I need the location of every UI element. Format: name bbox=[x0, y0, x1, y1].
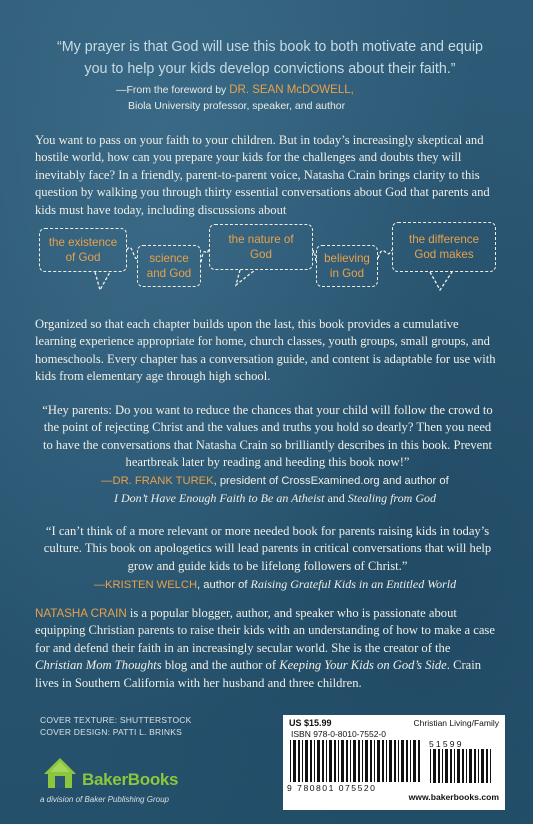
cover-design-credit: COVER DESIGN: PATTI L. BRINKS bbox=[40, 727, 182, 737]
turek-book-1: I Don’t Have Enough Faith to Be an Atheist bbox=[114, 491, 325, 505]
turek-name: —DR. FRANK TUREK bbox=[101, 475, 214, 487]
welch-book: Raising Grateful Kids in an Entitled World bbox=[250, 577, 457, 591]
barcode-bar bbox=[305, 740, 308, 782]
ean-number: 9 780801 075520 bbox=[287, 783, 377, 793]
cover-texture-credit: COVER TEXTURE: SHUTTERSTOCK bbox=[40, 715, 192, 725]
barcode-bar bbox=[406, 740, 408, 782]
category-label: Christian Living/Family bbox=[413, 718, 499, 728]
topic-label: the difference God makes bbox=[408, 233, 480, 261]
bubble-link-4 bbox=[378, 250, 392, 258]
barcode-bar bbox=[338, 740, 339, 782]
turek-desc: , president of CrossExamined.org and author of bbox=[213, 475, 449, 487]
foreword-author-role: Biola University professor, speaker, and author bbox=[128, 100, 346, 112]
author-bio bbox=[35, 605, 498, 692]
bio-book-title: Keeping Your Kids on God’s Side bbox=[279, 658, 447, 673]
bio-author-name: NATASHA CRAIN bbox=[35, 607, 127, 620]
barcode-bar bbox=[290, 740, 291, 782]
barcode-bar bbox=[365, 740, 368, 782]
bio-text: is a popular blogger, author, and speaker who is passionate about equipping Christian parents to raise their kids with an understanding of how to make a case for and defend their faith in an increasingly secular world. She is the creator of the bbox=[35, 606, 495, 655]
barcode-bar bbox=[314, 740, 315, 782]
barcode-bar bbox=[454, 749, 455, 783]
publisher-division: a division of Baker Publishing Group bbox=[40, 795, 169, 804]
turek-attribution bbox=[60, 472, 490, 507]
bio-text: . Crain lives in Southern California with her husband and three children. bbox=[35, 658, 482, 690]
barcode-bar bbox=[374, 740, 375, 782]
topic-label: science and God bbox=[146, 252, 192, 280]
barcode-bar bbox=[329, 740, 332, 782]
turek-book-2: Stealing from God bbox=[347, 491, 436, 505]
welch-attribution bbox=[60, 576, 490, 594]
publisher-logo bbox=[40, 752, 240, 812]
barcode-bar bbox=[377, 740, 380, 782]
foreword-attr-prefix: —From the foreword by bbox=[116, 84, 230, 96]
barcode-bar bbox=[322, 740, 324, 782]
barcode-bar bbox=[310, 740, 312, 782]
barcode-bar bbox=[362, 740, 363, 782]
barcode-bar bbox=[382, 740, 384, 782]
barcode-bar bbox=[398, 740, 399, 782]
barcode-bar bbox=[394, 740, 396, 782]
publisher-url: www.bakerbooks.com bbox=[408, 792, 499, 802]
bubble-tail-1 bbox=[95, 272, 110, 290]
barcode-bar bbox=[490, 749, 491, 783]
barcode-bar bbox=[326, 740, 327, 782]
intro-paragraph: You want to pass on your faith to your children. But in today’s increasingly skeptical and hostile world, how can you prepare your kids for the challenges and doubts they will inevitably face? In a friendly, parent-to-parent voice, Natasha Crain brings clarity to this question by walking you through thirty essential conversations about God that parents and kids must have today, including discussions about bbox=[35, 133, 490, 217]
barcode-bar bbox=[389, 740, 392, 782]
barcode-bar bbox=[466, 749, 467, 783]
barcode-bar bbox=[457, 749, 460, 783]
foreword-author-name: DR. SEAN McDOWELL, bbox=[229, 84, 354, 96]
barcode-bar bbox=[430, 749, 431, 783]
topic-label: the nature of God bbox=[228, 233, 294, 261]
turek-quote: “Hey parents: Do you want to reduce the chances that your child will follow the crowd to the point of rejecting Christ and the values and truths you hold so dearly? Then you need to have the conversations that Natasha Crain so brilliantly describes in this book. Prevent heartbreak later by reading and heeding this book now!” bbox=[42, 403, 493, 470]
bubble-link-3 bbox=[313, 250, 316, 262]
bubble-link-2 bbox=[201, 248, 209, 262]
barcode-bar bbox=[445, 749, 448, 783]
bio-blog-title: Christian Mom Thoughts bbox=[35, 658, 162, 673]
bubble-tail-3 bbox=[236, 270, 255, 285]
barcode-bar bbox=[317, 740, 320, 782]
turek-and: and bbox=[324, 491, 348, 505]
welch-desc: , author of bbox=[197, 579, 251, 591]
barcode-bar bbox=[450, 749, 452, 783]
barcode-bar bbox=[298, 740, 300, 782]
barcode-bar bbox=[346, 740, 348, 782]
publisher-name: BakerBooks bbox=[82, 770, 179, 789]
barcode-bar bbox=[433, 749, 436, 783]
bubble-tail-5 bbox=[430, 272, 452, 290]
barcode-bar bbox=[469, 749, 472, 783]
isbn-label: ISBN 978-0-8010-7552-0 bbox=[291, 729, 386, 739]
cover-credits bbox=[40, 714, 260, 738]
barcode-bar bbox=[353, 740, 356, 782]
barcode-panel bbox=[283, 715, 505, 810]
barcode-bar bbox=[486, 749, 488, 783]
barcode-bar bbox=[293, 740, 296, 782]
addon-barcode bbox=[429, 749, 495, 785]
barcode-bar bbox=[302, 740, 303, 782]
barcode-bar bbox=[401, 740, 404, 782]
bubble-link-1 bbox=[127, 247, 137, 258]
barcode-bar bbox=[413, 740, 416, 782]
barcode-bar bbox=[334, 740, 336, 782]
barcode-bar bbox=[370, 740, 372, 782]
barcode-bar bbox=[438, 749, 440, 783]
barcode-bar bbox=[410, 740, 411, 782]
barcode-bar bbox=[358, 740, 360, 782]
barcode-bar bbox=[462, 749, 464, 783]
bio-text: blog and the author of bbox=[161, 658, 280, 673]
barcode-bar bbox=[341, 740, 344, 782]
barcode-bar bbox=[418, 740, 420, 782]
barcode-bar bbox=[386, 740, 387, 782]
price-label: US $15.99 bbox=[289, 718, 332, 728]
ean-barcode bbox=[289, 740, 421, 784]
welch-name: —KRISTEN WELCH bbox=[93, 579, 198, 591]
foreword-quote: “My prayer is that God will use this book to both motivate and equip you to help your kids develop convictions about their faith.” bbox=[57, 39, 483, 77]
organized-paragraph: Organized so that each chapter builds upon the last, this book provides a cumulative learning experience appropriate for home, church classes, youth groups, small groups, and homeschools. Every chapter has a conversation guide, and content is adaptable for use with kids from elementary age through high school. bbox=[35, 317, 496, 384]
topic-label: believing in God bbox=[324, 252, 370, 280]
barcode-bar bbox=[442, 749, 443, 783]
addon-number: 51599 bbox=[429, 739, 464, 749]
welch-quote: “I can’t think of a more relevant or more needed book for parents raising kids in today’s culture. This book on apologetics will lead parents in critical conversations that will help grow and guide kids to be lifelong followers of Christ.” bbox=[43, 524, 492, 573]
barcode-bar bbox=[350, 740, 351, 782]
barcode-bar bbox=[478, 749, 479, 783]
topic-label: the existence of God bbox=[48, 236, 118, 264]
barcode-bar bbox=[474, 749, 476, 783]
barcode-bar bbox=[481, 749, 484, 783]
house-icon bbox=[40, 752, 82, 790]
